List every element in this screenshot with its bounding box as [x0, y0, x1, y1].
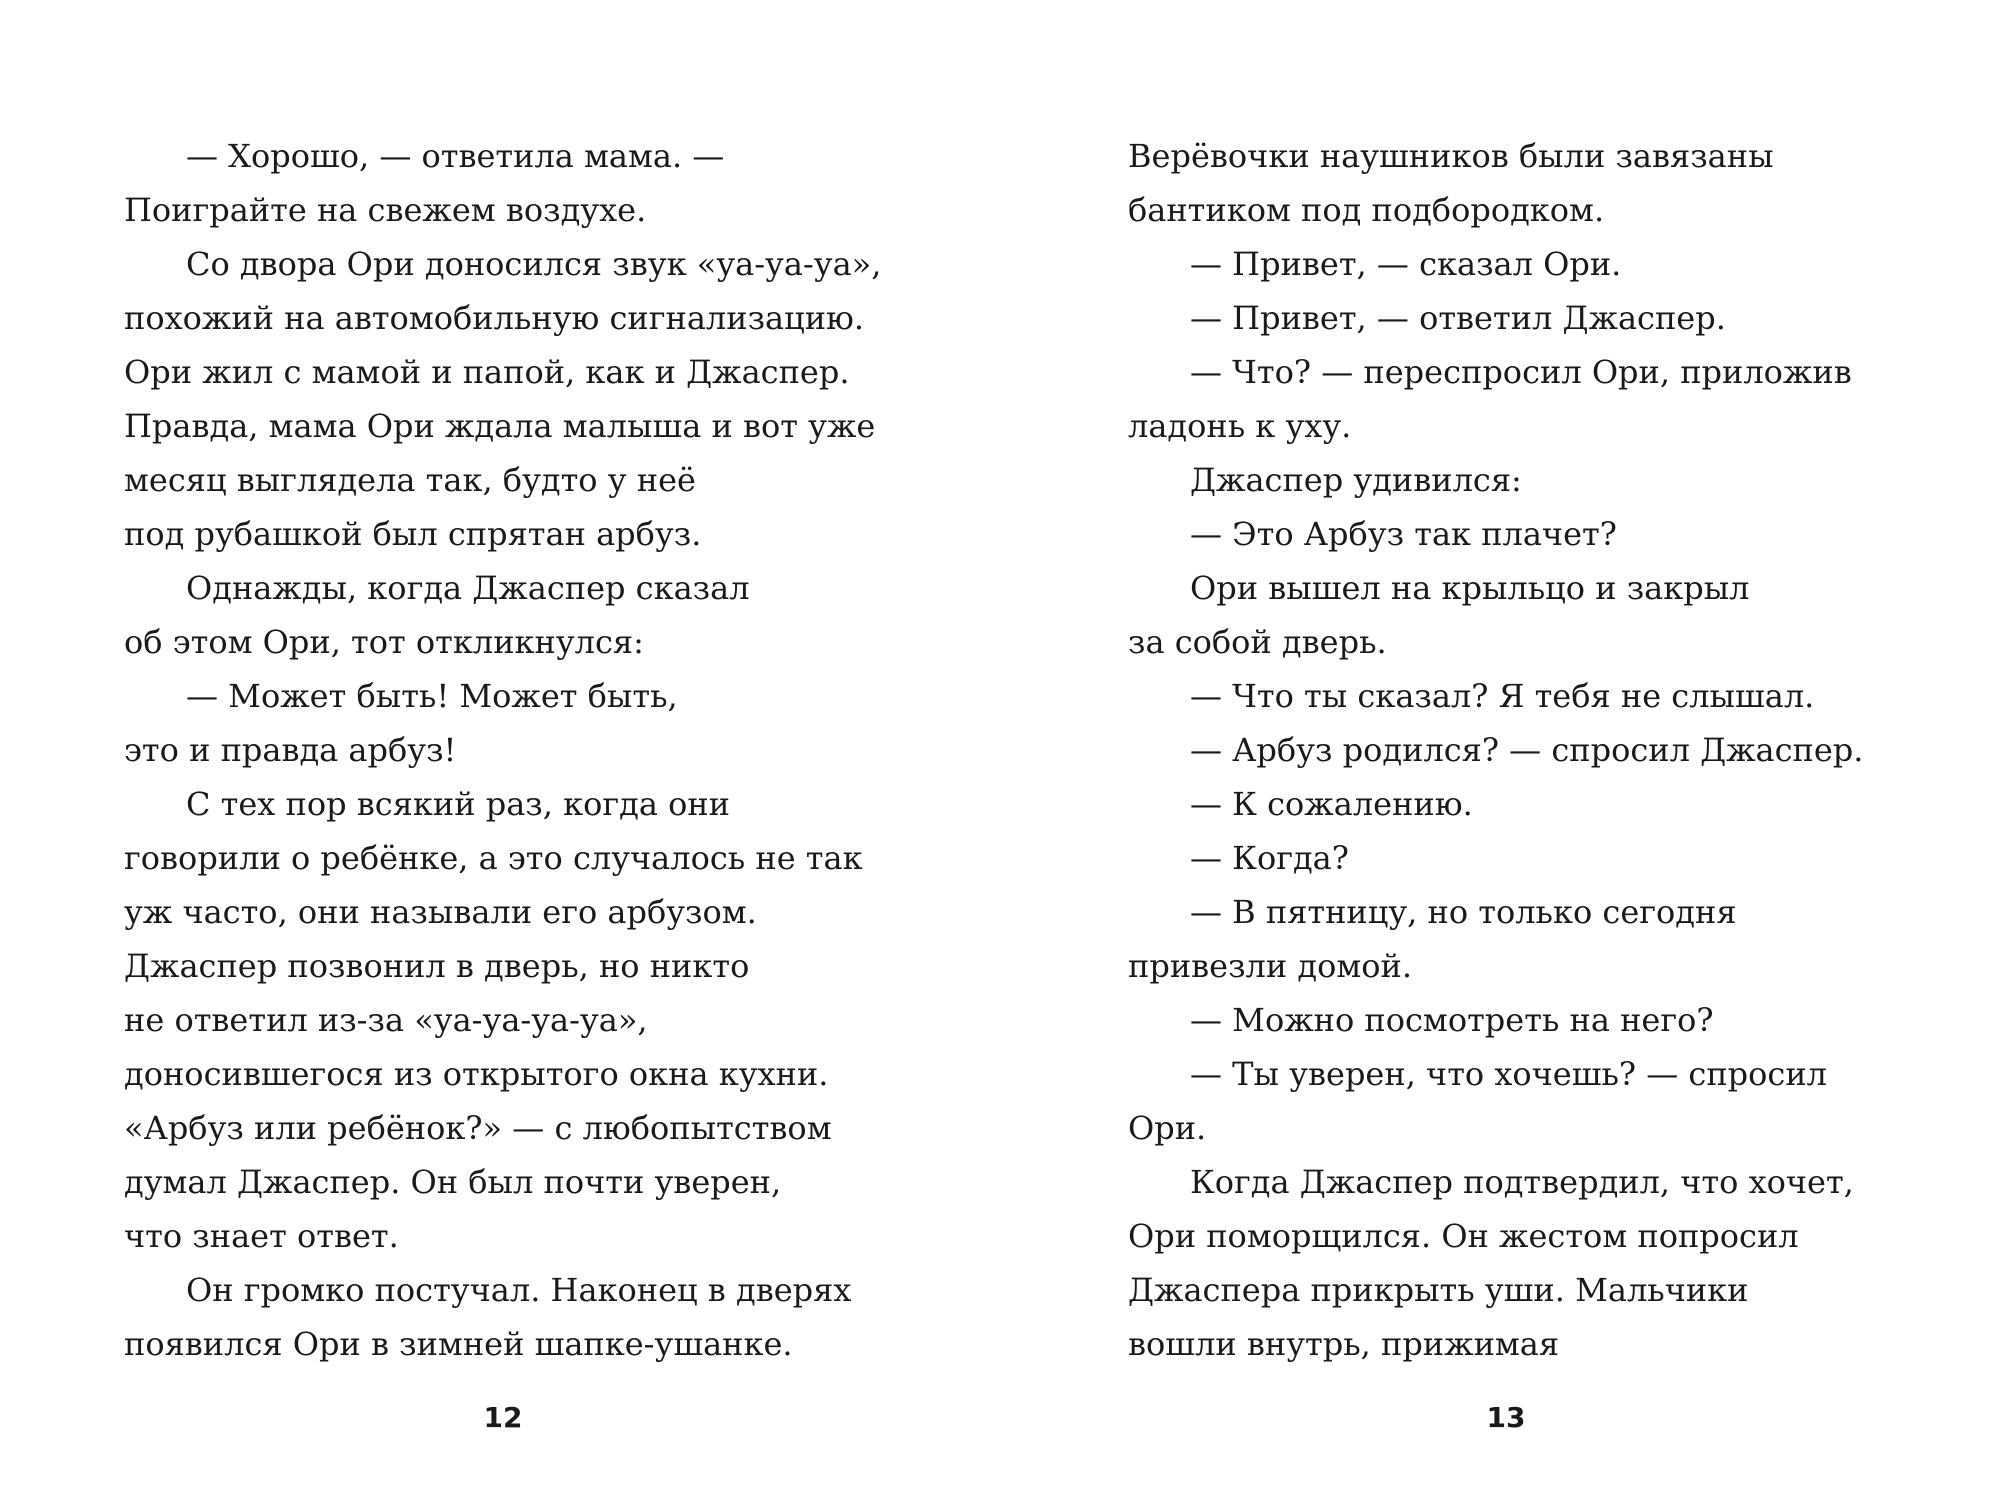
text-line: месяц выглядела так, будто у неё: [124, 461, 696, 499]
text-line: — К сожалению.: [1190, 785, 1473, 823]
left-page-text: [124, 129, 884, 1371]
text-line: Ори жил с мамой и папой, как и Джаспер.: [124, 353, 850, 391]
text-line: — В пятницу, но только сегодня: [1190, 893, 1737, 931]
text-line: — Хорошо, — ответила мама. —: [186, 137, 725, 175]
text-line: — Что ты сказал? Я тебя не слышал.: [1190, 677, 1815, 715]
text-line: — Это Арбуз так плачет?: [1190, 515, 1617, 553]
text-line: под рубашкой был спрятан арбуз.: [124, 515, 702, 553]
text-line: «Арбуз или ребёнок?» — с любопытством: [124, 1109, 832, 1147]
text-line: — Что? — переспросил Ори, приложив: [1190, 353, 1852, 391]
text-line: Ори.: [1128, 1109, 1207, 1147]
text-line: за собой дверь.: [1128, 623, 1387, 661]
text-line: Джаспер удивился:: [1190, 461, 1522, 499]
text-line: об этом Ори, тот откликнулся:: [124, 623, 644, 661]
text-line: Однажды, когда Джаспер сказал: [186, 569, 750, 607]
text-line: — Может быть! Может быть,: [186, 677, 678, 715]
right-page: [1000, 0, 2000, 1508]
text-line: думал Джаспер. Он был почти уверен,: [124, 1163, 782, 1201]
text-line: Ори поморщился. Он жестом попросил: [1128, 1217, 1799, 1255]
text-line: что знает ответ.: [124, 1217, 399, 1255]
text-line: не ответил из-за «уа-уа-уа-уа»,: [124, 1001, 648, 1039]
text-line: Поиграйте на свежем воздухе.: [124, 191, 647, 229]
text-line: Ори вышел на крыльцо и закрыл: [1190, 569, 1750, 607]
text-line: — Привет, — ответил Джаспер.: [1190, 299, 1726, 337]
text-line: С тех пор всякий раз, когда они: [186, 785, 730, 823]
text-line: появился Ори в зимней шапке-ушанке.: [124, 1325, 793, 1363]
text-line: — Ты уверен, что хочешь? — спросил: [1190, 1055, 1827, 1093]
text-line: это и правда арбуз!: [124, 731, 457, 769]
text-line: — Можно посмотреть на него?: [1190, 1001, 1714, 1039]
text-line: — Привет, — сказал Ори.: [1190, 245, 1622, 283]
text-line: — Арбуз родился? — спросил Джаспер.: [1190, 731, 1864, 769]
right-page-text: [1128, 129, 1888, 1371]
text-line: уж часто, они называли его арбузом.: [124, 893, 757, 931]
text-line: Джаспера прикрыть уши. Мальчики: [1128, 1271, 1749, 1309]
text-line: — Когда?: [1190, 839, 1349, 877]
text-line: вошли внутрь, прижимая: [1128, 1325, 1560, 1363]
text-line: Правда, мама Ори ждала малыша и вот уже: [124, 407, 876, 445]
text-line: доносившегося из открытого окна кухни.: [124, 1055, 829, 1093]
text-line: Со двора Ори доносился звук «уа-уа-уа»,: [186, 245, 882, 283]
text-line: говорили о ребёнке, а это случалось не так: [124, 839, 863, 877]
text-line: Верёвочки наушников были завязаны: [1128, 137, 1774, 175]
text-line: Когда Джаспер подтвердил, что хочет,: [1190, 1163, 1854, 1201]
text-line: похожий на автомобильную сигнализацию.: [124, 299, 865, 337]
right-page-number: 13: [1486, 1401, 1526, 1434]
text-line: привезли домой.: [1128, 947, 1412, 985]
text-line: ладонь к уху.: [1128, 407, 1352, 445]
text-line: бантиком под подбородком.: [1128, 191, 1605, 229]
text-line: Он громко постучал. Наконец в дверях: [186, 1271, 852, 1309]
left-page-number: 12: [483, 1401, 523, 1434]
text-line: Джаспер позвонил в дверь, но никто: [124, 947, 750, 985]
